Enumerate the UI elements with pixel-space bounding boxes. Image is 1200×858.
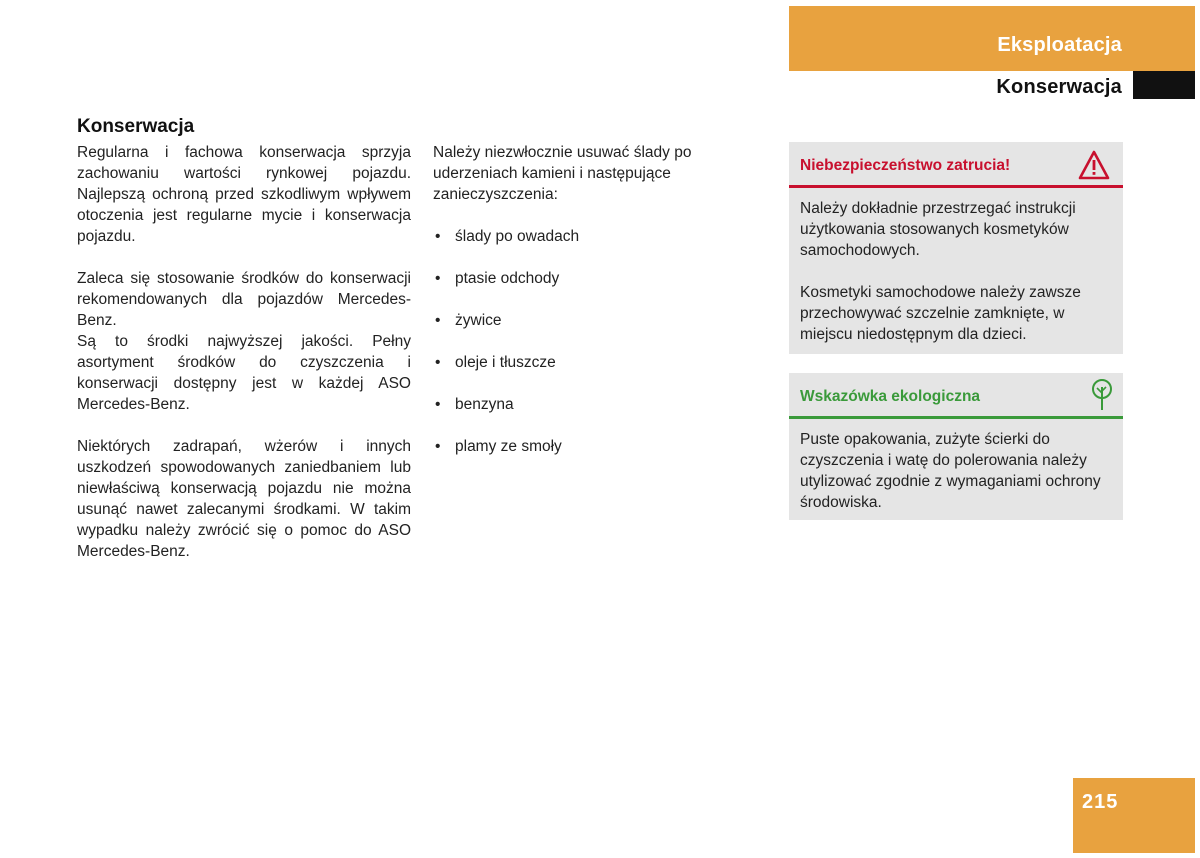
section-title: Eksploatacja xyxy=(997,34,1122,56)
page-number: 215 xyxy=(1082,791,1119,813)
paragraph-recommendation: Zaleca się stosowanie środków do konserwacji rekomendowanych dla pojazdów Mercedes-Benz. xyxy=(77,270,411,329)
eco-tip-box xyxy=(789,373,1123,520)
paragraph-intro: Regularna i fachowa konserwacja sprzyja zachowaniu wartości rynkowej pojazdu. Najlepszą ochroną przed szkodliwym wpływem otoczenia jest regularne mycie i konserwacja pojazdu. xyxy=(77,144,411,245)
section-tab xyxy=(789,6,1195,71)
warning-paragraph-storage: Kosmetyki samochodowe należy zawsze przechowywać szczelnie zamknięte, w miejscu niedostępnym dla dzieci. xyxy=(800,284,1081,343)
subsection-marker xyxy=(1133,71,1195,99)
warning-body xyxy=(789,188,1123,355)
bullet-icon: • xyxy=(435,228,441,245)
eco-body xyxy=(789,419,1123,523)
list-item: • ślady po owadach xyxy=(435,228,580,245)
contaminants-list xyxy=(433,226,773,457)
bullet-icon: • xyxy=(435,354,441,371)
list-item: • benzyna xyxy=(435,396,514,413)
text-column-1 xyxy=(77,142,411,583)
page-number-tab xyxy=(1073,778,1195,853)
bullet-icon: • xyxy=(435,438,441,455)
bullet-icon: • xyxy=(435,270,441,287)
warning-triangle-icon xyxy=(1078,150,1110,180)
list-item: • oleje i tłuszcze xyxy=(435,354,556,371)
warning-box xyxy=(789,142,1123,354)
warning-title: Niebezpieczeństwo zatrucia! xyxy=(800,157,1011,174)
paragraph-quality: Są to środki najwyższej jakości. Pełny asortyment środków do czyszczenia i konserwacji dostępny jest w każdej ASO Mercedes-Benz. xyxy=(77,333,411,413)
page-heading: Konserwacja xyxy=(77,116,195,137)
warning-paragraph-instructions: Należy dokładnie przestrzegać instrukcji użytkowania stosowanych kosmetyków samochodowych. xyxy=(800,200,1076,259)
subsection-title: Konserwacja xyxy=(996,76,1122,98)
contaminants-intro: Należy niezwłocznie usuwać ślady po uderzeniach kamieni i następujące zanieczyszczenia: xyxy=(433,144,692,203)
tree-icon xyxy=(1091,379,1113,411)
list-item: • żywice xyxy=(435,312,502,329)
list-item: • plamy ze smoły xyxy=(435,438,562,455)
bullet-icon: • xyxy=(435,312,441,329)
list-item: • ptasie odchody xyxy=(435,270,560,287)
text-column-2 xyxy=(433,142,773,478)
bullet-icon: • xyxy=(435,396,441,413)
paragraph-damage: Niektórych zadrapań, wżerów i innych uszkodzeń spowodowanych zaniedbaniem lub niewłaściwą konserwacją pojazdu nie można usunąć nawet zalecanymi środkami. W takim wypadku należy zwrócić się o pomoc do ASO Mercedes-Benz. xyxy=(77,438,411,560)
warning-header xyxy=(789,142,1123,188)
eco-title: Wskazówka ekologiczna xyxy=(800,388,981,405)
eco-paragraph: Puste opakowania, zużyte ścierki do czyszczenia i watę do polerowania należy utylizować zgodnie z wymaganiami ochrony środowiska. xyxy=(800,431,1101,511)
eco-header xyxy=(789,373,1123,419)
